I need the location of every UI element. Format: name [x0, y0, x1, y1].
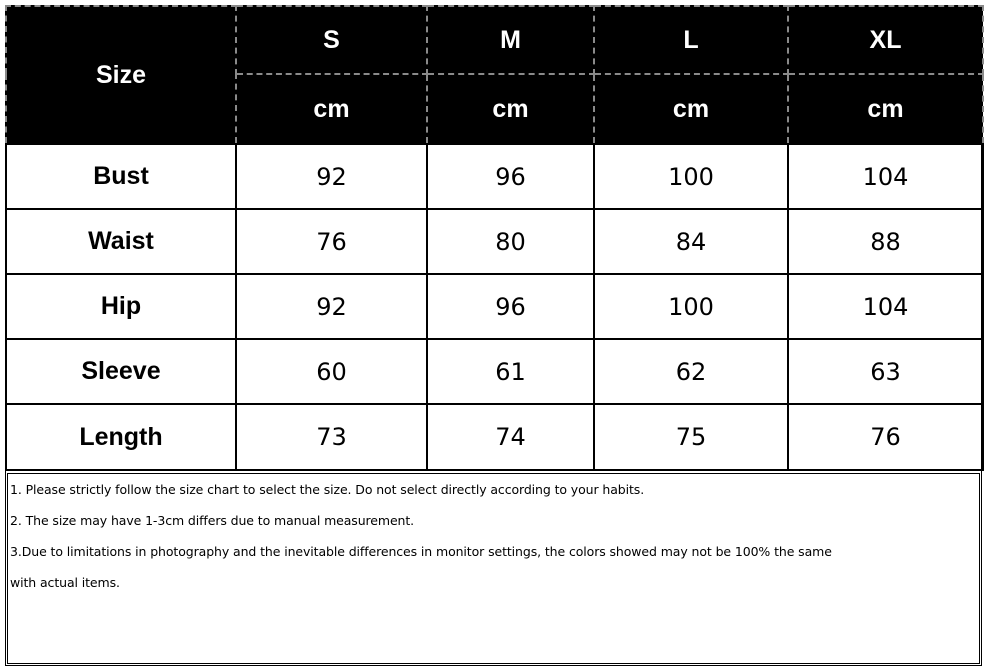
note-2: 2. The size may have 1-3cm differs due to manual measurement. — [10, 513, 415, 528]
table-cell: 84 — [594, 209, 788, 274]
table-cell: 60 — [236, 339, 427, 404]
row-label-length: Length — [6, 404, 236, 470]
table-cell: 92 — [236, 274, 427, 339]
table-cell: 100 — [594, 274, 788, 339]
table-cell: 104 — [788, 144, 983, 209]
size-l-header: L — [594, 6, 788, 74]
table-cell: 73 — [236, 404, 427, 470]
size-table — [5, 5, 984, 471]
table-cell: 92 — [236, 144, 427, 209]
note-1: 1. Please strictly follow the size chart to select the size. Do not select directly according to your habits. — [10, 482, 645, 497]
table-row — [6, 274, 983, 339]
table-cell: 63 — [788, 339, 983, 404]
unit-s-header: cm — [236, 74, 427, 144]
table-cell: 96 — [427, 144, 594, 209]
table-row — [6, 404, 983, 470]
unit-m-header: cm — [427, 74, 594, 144]
table-cell: 100 — [594, 144, 788, 209]
note-3-continued: with actual items. — [10, 575, 120, 590]
row-label-waist: Waist — [6, 209, 236, 274]
table-cell: 76 — [788, 404, 983, 470]
table-cell: 104 — [788, 274, 983, 339]
table-row — [6, 144, 983, 209]
row-label-sleeve: Sleeve — [6, 339, 236, 404]
table-cell: 96 — [427, 274, 594, 339]
table-cell: 80 — [427, 209, 594, 274]
size-s-header: S — [236, 6, 427, 74]
table-cell: 76 — [236, 209, 427, 274]
table-cell: 88 — [788, 209, 983, 274]
table-cell: 74 — [427, 404, 594, 470]
unit-xl-header: cm — [788, 74, 983, 144]
size-m-header: M — [427, 6, 594, 74]
table-cell: 61 — [427, 339, 594, 404]
row-label-hip: Hip — [6, 274, 236, 339]
unit-l-header: cm — [594, 74, 788, 144]
header-row-sizes — [6, 6, 983, 74]
row-label-bust: Bust — [6, 144, 236, 209]
note-3: 3.Due to limitations in photography and the inevitable differences in monitor settings, the colors showed may not be 100% the same — [10, 544, 832, 559]
table-cell: 75 — [594, 404, 788, 470]
notes-box — [7, 473, 980, 664]
table-row — [6, 209, 983, 274]
size-header-cell: Size — [6, 6, 236, 144]
table-cell: 62 — [594, 339, 788, 404]
table-row — [6, 339, 983, 404]
size-xl-header: XL — [788, 6, 983, 74]
